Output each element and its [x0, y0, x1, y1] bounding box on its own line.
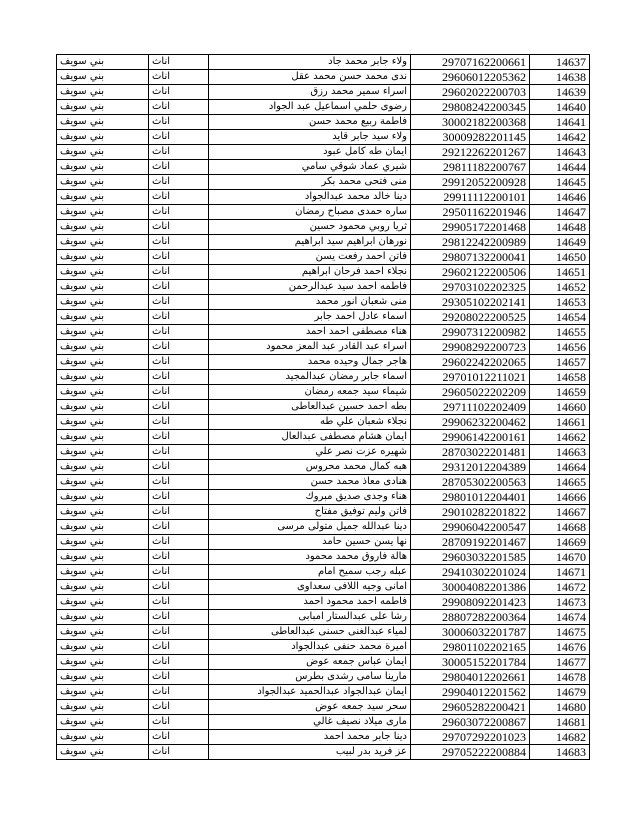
national-id-cell: 29602122200506	[411, 265, 530, 280]
gender-cell: اناث	[149, 115, 209, 130]
full-name-cell: ثريا روبي محمود حسين	[209, 220, 411, 235]
gender-cell: اناث	[149, 460, 209, 475]
governorate-cell: بني سويف	[57, 520, 149, 535]
table-row	[57, 715, 590, 730]
serial-number-cell: 14644	[530, 160, 590, 175]
records-table	[56, 54, 590, 760]
table-row	[57, 385, 590, 400]
table-row	[57, 475, 590, 490]
serial-number-cell: 14656	[530, 340, 590, 355]
governorate-cell: بني سويف	[57, 175, 149, 190]
national-id-cell: 29603072200867	[411, 715, 530, 730]
full-name-cell: شيماء سيد جمعه رمضان	[209, 385, 411, 400]
table-row	[57, 160, 590, 175]
governorate-cell: بني سويف	[57, 625, 149, 640]
serial-number-cell: 14679	[530, 685, 590, 700]
national-id-cell: 29410302201024	[411, 565, 530, 580]
governorate-cell: بني سويف	[57, 505, 149, 520]
full-name-cell: مارى ميلاد نصيف غالي	[209, 715, 411, 730]
national-id-cell: 29603032201585	[411, 550, 530, 565]
serial-number-cell: 14652	[530, 280, 590, 295]
governorate-cell: بني سويف	[57, 280, 149, 295]
gender-cell: اناث	[149, 715, 209, 730]
serial-number-cell: 14657	[530, 355, 590, 370]
table-row	[57, 610, 590, 625]
national-id-cell: 29801102202165	[411, 640, 530, 655]
gender-cell: اناث	[149, 550, 209, 565]
governorate-cell: بني سويف	[57, 745, 149, 760]
serial-number-cell: 14645	[530, 175, 590, 190]
full-name-cell: فاطمه احمد محمود احمد	[209, 595, 411, 610]
serial-number-cell: 14655	[530, 325, 590, 340]
governorate-cell: بني سويف	[57, 55, 149, 70]
governorate-cell: بني سويف	[57, 670, 149, 685]
gender-cell: اناث	[149, 640, 209, 655]
gender-cell: اناث	[149, 655, 209, 670]
full-name-cell: لمياء عبدالغنى حسنى عبدالعاطى	[209, 625, 411, 640]
serial-number-cell: 14654	[530, 310, 590, 325]
full-name-cell: نجلاء شعبان علي طه	[209, 415, 411, 430]
full-name-cell: هناء مصطفى احمد احمد	[209, 325, 411, 340]
table-row	[57, 670, 590, 685]
gender-cell: اناث	[149, 295, 209, 310]
full-name-cell: ندى محمد حسن محمد عقل	[209, 70, 411, 85]
national-id-cell: 29703102202325	[411, 280, 530, 295]
gender-cell: اناث	[149, 490, 209, 505]
full-name-cell: ولاء جابر محمد جاد	[209, 55, 411, 70]
serial-number-cell: 14640	[530, 100, 590, 115]
gender-cell: اناث	[149, 535, 209, 550]
gender-cell: اناث	[149, 325, 209, 340]
table-row	[57, 550, 590, 565]
governorate-cell: بني سويف	[57, 565, 149, 580]
national-id-cell: 29212262201267	[411, 145, 530, 160]
national-id-cell: 29501162201946	[411, 205, 530, 220]
national-id-cell: 29705222200884	[411, 745, 530, 760]
table-row	[57, 565, 590, 580]
full-name-cell: عبله رجب سميح امام	[209, 565, 411, 580]
full-name-cell: مارينا سامى رشدى بطرس	[209, 670, 411, 685]
gender-cell: اناث	[149, 100, 209, 115]
national-id-cell: 29912052200928	[411, 175, 530, 190]
serial-number-cell: 14653	[530, 295, 590, 310]
national-id-cell: 29605282200421	[411, 700, 530, 715]
serial-number-cell: 14664	[530, 460, 590, 475]
serial-number-cell: 14673	[530, 595, 590, 610]
governorate-cell: بني سويف	[57, 595, 149, 610]
gender-cell: اناث	[149, 85, 209, 100]
national-id-cell: 28807282200364	[411, 610, 530, 625]
governorate-cell: بني سويف	[57, 415, 149, 430]
governorate-cell: بني سويف	[57, 460, 149, 475]
table-row	[57, 535, 590, 550]
serial-number-cell: 14638	[530, 70, 590, 85]
table-row	[57, 220, 590, 235]
serial-number-cell: 14675	[530, 625, 590, 640]
national-id-cell: 29312012204389	[411, 460, 530, 475]
full-name-cell: هنادى معاذ محمد حسن	[209, 475, 411, 490]
gender-cell: اناث	[149, 385, 209, 400]
serial-number-cell: 14662	[530, 430, 590, 445]
national-id-cell: 29911112200101	[411, 190, 530, 205]
full-name-cell: اسراء عبد القادر عبد المعز محمود	[209, 340, 411, 355]
full-name-cell: دينا عبدالله جميل متولى مرسى	[209, 520, 411, 535]
full-name-cell: رضوى حلمي اسماعيل عبد الجواد	[209, 100, 411, 115]
serial-number-cell: 14637	[530, 55, 590, 70]
full-name-cell: شيري عماد شوقي سامي	[209, 160, 411, 175]
national-id-cell: 29812242200989	[411, 235, 530, 250]
table-row	[57, 415, 590, 430]
full-name-cell: فاتن وليم توفيق مفتاح	[209, 505, 411, 520]
table-row	[57, 460, 590, 475]
full-name-cell: هاجر جمال وحيده محمد	[209, 355, 411, 370]
national-id-cell: 29208022200525	[411, 310, 530, 325]
governorate-cell: بني سويف	[57, 580, 149, 595]
national-id-cell: 29605022202209	[411, 385, 530, 400]
serial-number-cell: 14648	[530, 220, 590, 235]
full-name-cell: دينا خالد محمد عبدالجواد	[209, 190, 411, 205]
table-row	[57, 265, 590, 280]
table-row	[57, 130, 590, 145]
table-row	[57, 55, 590, 70]
governorate-cell: بني سويف	[57, 700, 149, 715]
governorate-cell: بني سويف	[57, 640, 149, 655]
governorate-cell: بني سويف	[57, 430, 149, 445]
gender-cell: اناث	[149, 685, 209, 700]
governorate-cell: بني سويف	[57, 445, 149, 460]
full-name-cell: منى فتحى محمد بكر	[209, 175, 411, 190]
governorate-cell: بني سويف	[57, 115, 149, 130]
gender-cell: اناث	[149, 670, 209, 685]
governorate-cell: بني سويف	[57, 370, 149, 385]
serial-number-cell: 14660	[530, 400, 590, 415]
serial-number-cell: 14680	[530, 700, 590, 715]
full-name-cell: فاطمه احمد سيد عبدالرحمن	[209, 280, 411, 295]
table-row	[57, 400, 590, 415]
table-row	[57, 430, 590, 445]
gender-cell: اناث	[149, 625, 209, 640]
gender-cell: اناث	[149, 430, 209, 445]
full-name-cell: منى شعبان انور محمد	[209, 295, 411, 310]
governorate-cell: بني سويف	[57, 145, 149, 160]
serial-number-cell: 14641	[530, 115, 590, 130]
serial-number-cell: 14659	[530, 385, 590, 400]
serial-number-cell: 14683	[530, 745, 590, 760]
serial-number-cell: 14674	[530, 610, 590, 625]
gender-cell: اناث	[149, 610, 209, 625]
gender-cell: اناث	[149, 400, 209, 415]
gender-cell: اناث	[149, 580, 209, 595]
national-id-cell: 29804012202661	[411, 670, 530, 685]
table-row	[57, 625, 590, 640]
governorate-cell: بني سويف	[57, 355, 149, 370]
national-id-cell: 29908292200723	[411, 340, 530, 355]
serial-number-cell: 14666	[530, 490, 590, 505]
gender-cell: اناث	[149, 265, 209, 280]
serial-number-cell: 14647	[530, 205, 590, 220]
serial-number-cell: 14661	[530, 415, 590, 430]
full-name-cell: ساره حمدى مصباح رمضان	[209, 205, 411, 220]
gender-cell: اناث	[149, 235, 209, 250]
table-row	[57, 295, 590, 310]
national-id-cell: 29906142200161	[411, 430, 530, 445]
national-id-cell: 29801012204401	[411, 490, 530, 505]
governorate-cell: بني سويف	[57, 265, 149, 280]
governorate-cell: بني سويف	[57, 205, 149, 220]
serial-number-cell: 14642	[530, 130, 590, 145]
governorate-cell: بني سويف	[57, 385, 149, 400]
table-row	[57, 250, 590, 265]
governorate-cell: بني سويف	[57, 400, 149, 415]
table-row	[57, 325, 590, 340]
table-row	[57, 745, 590, 760]
national-id-cell: 29602022200703	[411, 85, 530, 100]
full-name-cell: عز فريد بدر لبيب	[209, 745, 411, 760]
table-row	[57, 685, 590, 700]
serial-number-cell: 14643	[530, 145, 590, 160]
national-id-cell: 29811182200767	[411, 160, 530, 175]
table-row	[57, 520, 590, 535]
gender-cell: اناث	[149, 220, 209, 235]
national-id-cell: 29305102202141	[411, 295, 530, 310]
governorate-cell: بني سويف	[57, 130, 149, 145]
governorate-cell: بني سويف	[57, 310, 149, 325]
national-id-cell: 28705302200563	[411, 475, 530, 490]
full-name-cell: اسماء جابر رمضان عبدالمجيد	[209, 370, 411, 385]
table-row	[57, 340, 590, 355]
serial-number-cell: 14649	[530, 235, 590, 250]
governorate-cell: بني سويف	[57, 190, 149, 205]
gender-cell: اناث	[149, 520, 209, 535]
table-row	[57, 235, 590, 250]
national-id-cell: 29907312200982	[411, 325, 530, 340]
national-id-cell: 30009282201145	[411, 130, 530, 145]
table-row	[57, 115, 590, 130]
gender-cell: اناث	[149, 370, 209, 385]
gender-cell: اناث	[149, 505, 209, 520]
governorate-cell: بني سويف	[57, 235, 149, 250]
table-row	[57, 505, 590, 520]
national-id-cell: 29908092201423	[411, 595, 530, 610]
full-name-cell: نها يسن حسين حامد	[209, 535, 411, 550]
full-name-cell: ايمان طه كامل عبود	[209, 145, 411, 160]
serial-number-cell: 14668	[530, 520, 590, 535]
full-name-cell: رشا على عبدالستار امبابى	[209, 610, 411, 625]
governorate-cell: بني سويف	[57, 160, 149, 175]
national-id-cell: 29906232200462	[411, 415, 530, 430]
full-name-cell: دينا جابر محمد احمد	[209, 730, 411, 745]
governorate-cell: بني سويف	[57, 655, 149, 670]
gender-cell: اناث	[149, 130, 209, 145]
table-row	[57, 70, 590, 85]
serial-number-cell: 14658	[530, 370, 590, 385]
serial-number-cell: 14669	[530, 535, 590, 550]
full-name-cell: اسماء عادل احمد جابر	[209, 310, 411, 325]
gender-cell: اناث	[149, 745, 209, 760]
table-row	[57, 205, 590, 220]
national-id-cell: 29808242200345	[411, 100, 530, 115]
table-row	[57, 310, 590, 325]
national-id-cell: 29711102202409	[411, 400, 530, 415]
table-row	[57, 655, 590, 670]
serial-number-cell: 14670	[530, 550, 590, 565]
full-name-cell: هالة فاروق محمد محمود	[209, 550, 411, 565]
serial-number-cell: 14646	[530, 190, 590, 205]
table-row	[57, 580, 590, 595]
full-name-cell: نجلاء احمد فرحان ابراهيم	[209, 265, 411, 280]
full-name-cell: اميرة محمد حنفى عبدالجواد	[209, 640, 411, 655]
gender-cell: اناث	[149, 55, 209, 70]
gender-cell: اناث	[149, 700, 209, 715]
governorate-cell: بني سويف	[57, 220, 149, 235]
full-name-cell: شهيره عزت نصر علي	[209, 445, 411, 460]
governorate-cell: بني سويف	[57, 340, 149, 355]
national-id-cell: 30004082201386	[411, 580, 530, 595]
national-id-cell: 28703022201481	[411, 445, 530, 460]
national-id-cell: 29602242202065	[411, 355, 530, 370]
serial-number-cell: 14667	[530, 505, 590, 520]
document-page	[56, 54, 589, 760]
gender-cell: اناث	[149, 415, 209, 430]
serial-number-cell: 14677	[530, 655, 590, 670]
full-name-cell: فاتن احمد رفعت يسن	[209, 250, 411, 265]
national-id-cell: 30006032201787	[411, 625, 530, 640]
serial-number-cell: 14678	[530, 670, 590, 685]
gender-cell: اناث	[149, 280, 209, 295]
records-table-body	[57, 55, 590, 760]
gender-cell: اناث	[149, 205, 209, 220]
table-row	[57, 640, 590, 655]
table-row	[57, 355, 590, 370]
full-name-cell: بطه احمد حسين عبدالعاطى	[209, 400, 411, 415]
full-name-cell: ولاء سيد جابر قايد	[209, 130, 411, 145]
serial-number-cell: 14663	[530, 445, 590, 460]
national-id-cell: 29905172201468	[411, 220, 530, 235]
serial-number-cell: 14682	[530, 730, 590, 745]
table-row	[57, 190, 590, 205]
gender-cell: اناث	[149, 475, 209, 490]
gender-cell: اناث	[149, 70, 209, 85]
serial-number-cell: 14672	[530, 580, 590, 595]
full-name-cell: اسراء سمير محمد رزق	[209, 85, 411, 100]
gender-cell: اناث	[149, 340, 209, 355]
table-row	[57, 595, 590, 610]
full-name-cell: ايمان عباس جمعه عوض	[209, 655, 411, 670]
governorate-cell: بني سويف	[57, 100, 149, 115]
full-name-cell: ايمان عبدالجواد عبدالحميد عبدالجواد	[209, 685, 411, 700]
gender-cell: اناث	[149, 730, 209, 745]
governorate-cell: بني سويف	[57, 610, 149, 625]
table-row	[57, 370, 590, 385]
national-id-cell: 29606012205362	[411, 70, 530, 85]
full-name-cell: نورهان ابراهيم سيد ابراهيم	[209, 235, 411, 250]
gender-cell: اناث	[149, 145, 209, 160]
national-id-cell: 29010282201822	[411, 505, 530, 520]
national-id-cell: 30002182200368	[411, 115, 530, 130]
full-name-cell: سحر سيد جمعه عوض	[209, 700, 411, 715]
table-row	[57, 175, 590, 190]
serial-number-cell: 14639	[530, 85, 590, 100]
full-name-cell: امانى وجيه اللافى سعداوى	[209, 580, 411, 595]
gender-cell: اناث	[149, 595, 209, 610]
gender-cell: اناث	[149, 250, 209, 265]
national-id-cell: 29904012201562	[411, 685, 530, 700]
gender-cell: اناث	[149, 310, 209, 325]
table-row	[57, 490, 590, 505]
governorate-cell: بني سويف	[57, 715, 149, 730]
table-row	[57, 445, 590, 460]
gender-cell: اناث	[149, 160, 209, 175]
serial-number-cell: 14671	[530, 565, 590, 580]
governorate-cell: بني سويف	[57, 250, 149, 265]
governorate-cell: بني سويف	[57, 490, 149, 505]
serial-number-cell: 14665	[530, 475, 590, 490]
governorate-cell: بني سويف	[57, 730, 149, 745]
full-name-cell: فاطمة ربيع محمد حسن	[209, 115, 411, 130]
full-name-cell: هبه كمال محمد محروس	[209, 460, 411, 475]
national-id-cell: 29807132200041	[411, 250, 530, 265]
national-id-cell: 29707292201023	[411, 730, 530, 745]
gender-cell: اناث	[149, 175, 209, 190]
gender-cell: اناث	[149, 190, 209, 205]
national-id-cell: 29701012211021	[411, 370, 530, 385]
national-id-cell: 29906042200547	[411, 520, 530, 535]
gender-cell: اناث	[149, 445, 209, 460]
serial-number-cell: 14650	[530, 250, 590, 265]
governorate-cell: بني سويف	[57, 535, 149, 550]
governorate-cell: بني سويف	[57, 70, 149, 85]
governorate-cell: بني سويف	[57, 325, 149, 340]
serial-number-cell: 14681	[530, 715, 590, 730]
table-row	[57, 700, 590, 715]
governorate-cell: بني سويف	[57, 550, 149, 565]
serial-number-cell: 14651	[530, 265, 590, 280]
table-row	[57, 100, 590, 115]
national-id-cell: 29707162200661	[411, 55, 530, 70]
governorate-cell: بني سويف	[57, 685, 149, 700]
table-row	[57, 280, 590, 295]
governorate-cell: بني سويف	[57, 85, 149, 100]
full-name-cell: ايمان هشام مصطفى عبدالعال	[209, 430, 411, 445]
table-row	[57, 145, 590, 160]
governorate-cell: بني سويف	[57, 295, 149, 310]
governorate-cell: بني سويف	[57, 475, 149, 490]
gender-cell: اناث	[149, 565, 209, 580]
full-name-cell: هناء وجدى صديق مبروك	[209, 490, 411, 505]
national-id-cell: 28709192201467	[411, 535, 530, 550]
gender-cell: اناث	[149, 355, 209, 370]
table-row	[57, 730, 590, 745]
national-id-cell: 30005152201784	[411, 655, 530, 670]
table-row	[57, 85, 590, 100]
serial-number-cell: 14676	[530, 640, 590, 655]
